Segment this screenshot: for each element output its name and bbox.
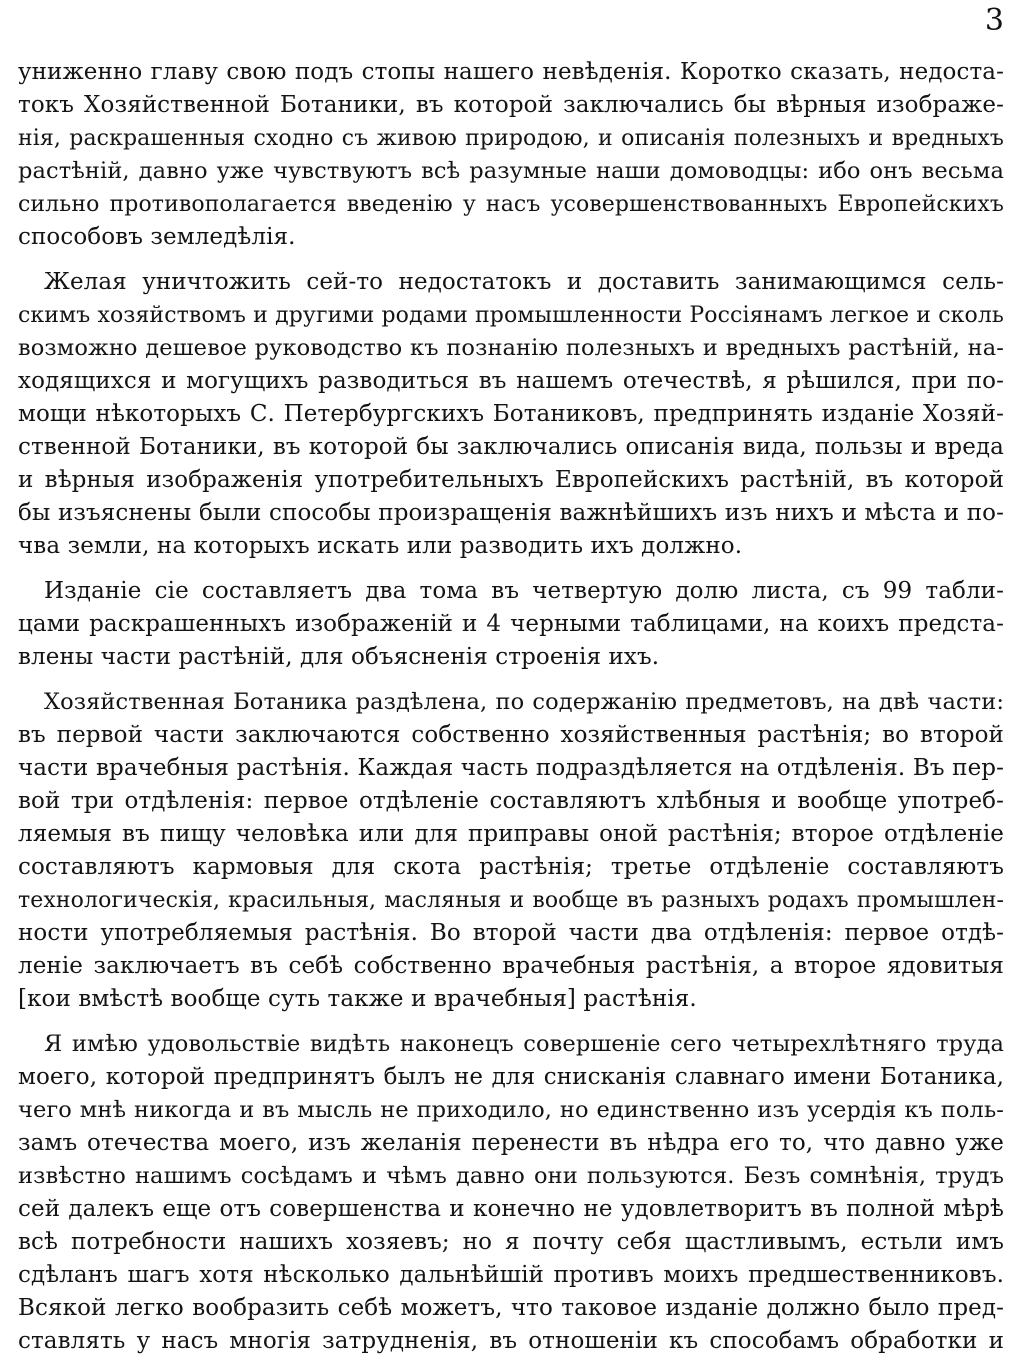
text-line: ходящихся и могущихъ разводиться въ нашемъ отечествѣ, я рѣшился, при по-	[18, 368, 1004, 394]
page-number: 3	[984, 3, 1004, 38]
text-line: влены части растѣній, для объясненія строенія ихъ.	[18, 644, 660, 670]
text-line: чего мнѣ никогда и въ мысль не приходило, но единственно изъ усердія къ поль-	[18, 1097, 1004, 1123]
text-line: растѣній, давно уже чувствуютъ всѣ разумные наши домоводцы: ибо онъ весьма	[18, 158, 1004, 184]
text-line: сей далекъ еще отъ совершенства и конечно не удовлетворитъ въ полной мѣрѣ	[18, 1196, 1004, 1222]
text-line: Всякой легко вообразить себѣ можетъ, что таковое изданіе должно было пред-	[18, 1295, 1004, 1321]
text-line: леніе заключаетъ въ себѣ собственно врачебныя растѣнія, а второе ядовитыя	[18, 953, 1004, 979]
text-line: ляемыя въ пищу человѣка или для приправы оной растѣнія; второе отдѣленіе	[18, 821, 1004, 847]
text-line: Хозяйственная Ботаника раздѣлена, по содержанію предметовъ, на двѣ части:	[44, 689, 1004, 715]
paragraph-1	[18, 56, 1004, 254]
text-line: замъ отечества моего, изъ желанія перенести въ нѣдра его то, что давно уже	[18, 1130, 1004, 1156]
text-line: извѣстно нашимъ сосѣдамъ и чѣмъ давно они пользуются. Безъ сомнѣнія, трудъ	[18, 1163, 1004, 1189]
text-line: [кои вмѣстѣ вообще суть также и врачебныя] растѣнія.	[18, 986, 697, 1012]
text-line: моего, которой предпринятъ былъ не для снисканія славнаго имени Ботаника,	[18, 1064, 1004, 1090]
text-line: Изданіе сіе составляетъ два тома въ четвертую долю листа, съ 99 табли-	[44, 578, 1004, 604]
text-line: части врачебныя растѣнія. Каждая часть подраздѣляется на отдѣленія. Въ пер-	[18, 755, 1004, 781]
paragraph-4	[18, 686, 1004, 1016]
text-line: нія, раскрашенныя сходно съ живою природою, и описанія полезныхъ и вредныхъ	[18, 126, 1004, 151]
text-line: мощи нѣкоторыхъ С. Петербургскихъ Ботаниковъ, предпринять изданіе Хозяй-	[18, 401, 1004, 427]
text-line: вой три отдѣленія: первое отдѣленіе составляютъ хлѣбныя и вообще употреб-	[18, 788, 1004, 814]
text-line: цами раскрашенныхъ изображеній и 4 черными таблицами, на коихъ предста-	[18, 611, 1004, 637]
text-body	[18, 56, 1004, 1370]
text-line: ности употребляемыя растѣнія. Во второй части два отдѣленія: первое отдѣ-	[18, 920, 1004, 946]
text-line: сдѣланъ шагъ хотя нѣсколько дальнѣйшій противъ моихъ предшественниковъ.	[18, 1262, 1004, 1288]
paragraph-3	[18, 575, 1004, 674]
text-line: униженно главу свою подъ стопы нашего невѣденія. Коротко сказать, недоста-	[18, 59, 1004, 85]
text-line: ставлять у насъ многія затрудненія, въ отношеніи къ способамъ обработки и	[18, 1328, 1004, 1354]
text-line: способовъ земледѣлія.	[18, 224, 296, 250]
text-line: въ первой части заключаются собственно хозяйственныя растѣнія; во второй	[18, 722, 1004, 748]
paragraph-5	[18, 1028, 1004, 1358]
text-line: технологическія, красильныя, масляныя и вообще въ разныхъ родахъ промышлен-	[18, 888, 1004, 913]
text-line: Я имѣю удовольствіе видѣть наконецъ совершеніе сего четырехлѣтняго труда	[44, 1031, 1004, 1057]
text-line: бы изъяснены были способы произращенія важнѣйшихъ изъ нихъ и мѣста и по-	[18, 500, 1004, 526]
text-line: скимъ хозяйствомъ и другими родами промышленности Россіянамъ легкое и сколь	[18, 303, 1004, 328]
text-line: Желая уничтожить сей-то недостатокъ и доставить занимающимся сель-	[44, 269, 1004, 295]
text-line: возможно дешевое руководство къ познанію полезныхъ и вредныхъ растѣній, на-	[18, 335, 1004, 361]
text-line: токъ Хозяйственной Ботаники, въ которой заключались бы вѣрныя изображе-	[18, 92, 1004, 118]
text-line: всѣ потребности нашихъ хозяевъ; но я почту себя щастливымъ, естьли имъ	[18, 1229, 1004, 1255]
text-line: составляютъ кармовыя для скота растѣнія; третье отдѣленіе составляютъ	[18, 854, 1004, 880]
text-line: чва земли, на которыхъ искать или разводить ихъ должно.	[18, 533, 743, 559]
text-line: и вѣрныя изображенія употребительныхъ Европейскихъ растѣній, въ которой	[18, 467, 1004, 493]
text-line: ственной Ботаники, въ которой бы заключались описанія вида, пользы и вреда	[18, 434, 1004, 460]
text-line: сильно противополагается введенію у насъ усовершенствованныхъ Европейскихъ	[18, 192, 1004, 217]
paragraph-2	[18, 266, 1004, 563]
